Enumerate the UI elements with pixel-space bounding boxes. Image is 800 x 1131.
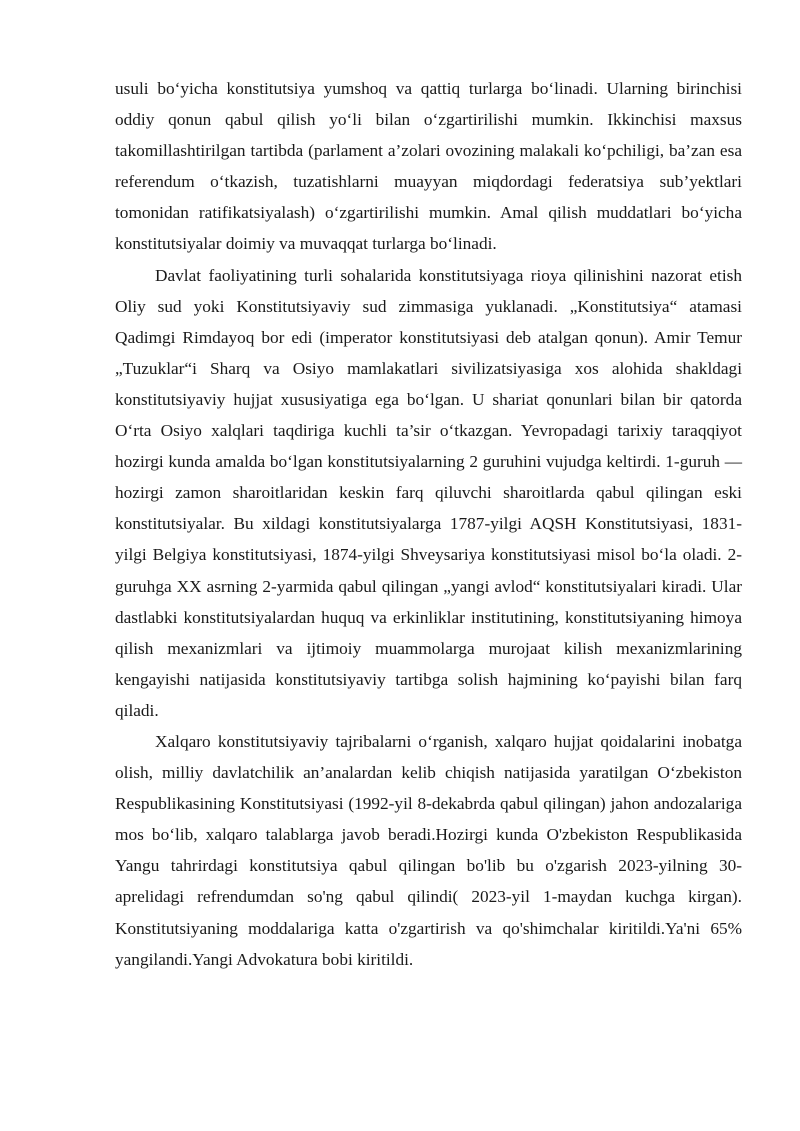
document-page	[115, 73, 742, 975]
paragraph-1: usuli bo‘yicha konstitutsiya yumshoq va qattiq turlarga bo‘linadi. Ularning birinchisi oddiy qonun qabul qilish yo‘li bilan o‘zgartirilishi mumkin. Ikkinchisi maxsus takomillashtirilgan tartibda (parlament a’zolari ovozining malakali ko‘pchiligi, ba’zan esa referendum o‘tkazish, tuzatishlarni muayyan miqdordagi federatsiya sub’yektlari tomonidan ratifikatsiyalash) o‘zgartirilishi mumkin. Amal qilish muddatlari bo‘yicha konstitutsiyalar doimiy va muvaqqat turlarga bo‘linadi.	[115, 79, 742, 254]
paragraph-3: Xalqaro konstitutsiyaviy tajribalarni o‘rganish, xalqaro hujjat qoidalarini inobatga olish, milliy davlatchilik an’analardan kelib chiqish natijasida yaratilgan O‘zbekiston Respublikasining Konstitutsiyasi (1992-yil 8-dekabrda qabul qilingan) jahon andozalariga mos bo‘lib, xalqaro talablarga javob beradi.Hozirgi kunda O'zbekiston Respublikasida Yangu tahrirdagi konstitutsiya qabul qilingan bo'lib bu o'zgarish 2023-yilning 30-aprelidagi refrendumdan so'ng qabul qilindi( 2023-yil 1-maydan kuchga kirgan). Konstitutsiyaning moddalariga katta o'zgartirish va qo'shimchalar kiritildi.Ya'ni 65% yangilandi.Yangi Advokatura bobi kiritildi.	[115, 731, 742, 969]
paragraph-2: Davlat faoliyatining turli sohalarida konstitutsiyaga rioya qilinishini nazorat etish Oliy sud yoki Konstitutsiyaviy sud zimmasiga yuklanadi. „Konstitutsiya“ atamasi Qadimgi Rimdayoq bor edi (imperator konstitutsiyasi deb atalgan qonun). Amir Temur „Tuzuklar“i Sharq va Osiyo mamlakatlari sivilizatsiyasiga xos alohida shakldagi konstitutsiyaviy hujjat xususiyatiga ega bo‘lgan. U shariat qonunlari bilan bir qatorda O‘rta Osiyo xalqlari taqdiriga kuchli ta’sir o‘tkazgan. Yevropadagi tarixiy taraqqiyot hozirgi kunda amalda bo‘lgan konstitutsiyalarning 2 guruhini vujudga keltirdi. 1-guruh — hozirgi zamon sharoitlaridan keskin farq qiluvchi sharoitlarda qabul qilingan eski konstitutsiyalar. Bu xildagi konstitutsiyalarga 1787-yilgi AQSH Konstitutsiyasi, 1831-yilgi Belgiya konstitutsiyasi, 1874-yilgi Shveysariya konstitutsiyasi misol bo‘la oladi. 2-guruhga XX asrning 2-yarmida qabul qilingan „yangi avlod“ konstitutsiyalari kiradi. Ular dastlabki konstitutsiyalardan huquq va erkinliklar institutining, konstitutsiyaning himoya qilish mexanizmlari va ijtimoiy muammolarga murojaat kilish mexanizmlarining kengayishi natijasida konstitutsiyaviy tartibga solish hajmining ko‘payishi bilan farq qiladi.	[115, 265, 742, 720]
